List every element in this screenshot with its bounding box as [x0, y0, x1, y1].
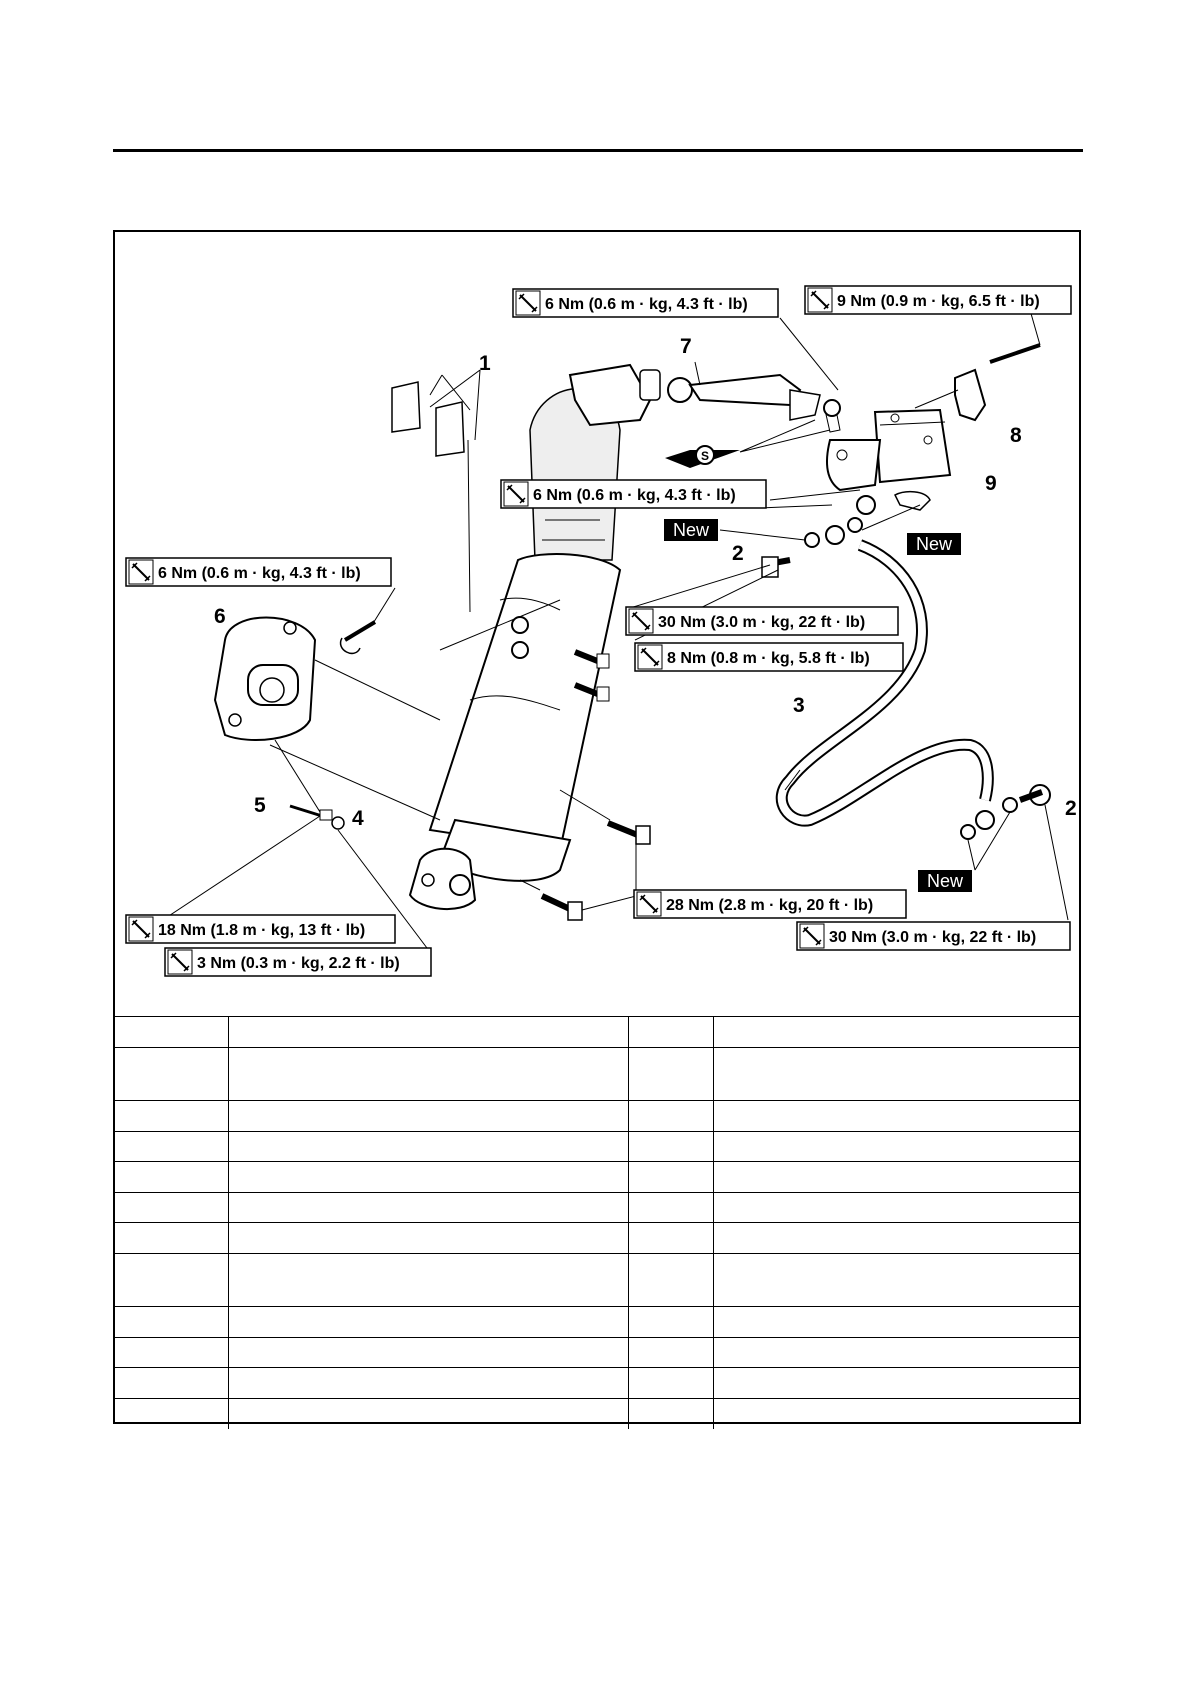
torque-callout-union-lower [797, 922, 1070, 950]
part-label-2-upper: 2 [732, 542, 744, 565]
fork-leg [410, 389, 620, 909]
table-cell [628, 1368, 713, 1399]
table-cell [228, 1017, 628, 1048]
table-cell [113, 1048, 228, 1101]
table-cell [628, 1162, 713, 1193]
table-row [113, 1162, 1081, 1193]
table-cell [228, 1132, 628, 1162]
part-label-8: 8 [1010, 424, 1022, 447]
table-cell [628, 1338, 713, 1368]
torque-callout-lever [513, 289, 778, 317]
table-cell [628, 1132, 713, 1162]
bleed-screw [341, 588, 395, 653]
table-cell [228, 1368, 628, 1399]
master-cylinder [824, 400, 950, 510]
grease-callout [665, 420, 830, 468]
table-cell [713, 1338, 1081, 1368]
table-row [113, 1254, 1081, 1307]
table-cell [228, 1101, 628, 1132]
table-cell [228, 1223, 628, 1254]
svg-text:6 Nm (0.6 m · kg, 4.3 ft · lb): 6 Nm (0.6 m · kg, 4.3 ft · lb) [533, 487, 736, 504]
table-row [113, 1193, 1081, 1223]
svg-text:8 Nm (0.8 m · kg, 5.8 ft · lb): 8 Nm (0.8 m · kg, 5.8 ft · lb) [667, 650, 870, 667]
table-cell [228, 1162, 628, 1193]
table-row [113, 1399, 1081, 1429]
table-row [113, 1017, 1081, 1048]
table-cell [228, 1254, 628, 1307]
table-cell [113, 1017, 228, 1048]
table-cell [628, 1223, 713, 1254]
table-cell [713, 1048, 1081, 1101]
table-cell [713, 1193, 1081, 1223]
table-cell [228, 1307, 628, 1338]
table-cell [113, 1101, 228, 1132]
part-label-4: 4 [352, 807, 364, 830]
table-row [113, 1048, 1081, 1101]
table-cell [713, 1254, 1081, 1307]
lower-union [961, 785, 1068, 920]
brake-lever [570, 362, 820, 425]
table-cell [628, 1048, 713, 1101]
svg-text:New: New [672, 520, 710, 540]
part-label-3: 3 [793, 694, 805, 717]
svg-text:28 Nm (2.8 m · kg, 20 ft · lb): 28 Nm (2.8 m · kg, 20 ft · lb) [666, 897, 874, 914]
grease-symbol: S [700, 449, 710, 463]
table-cell [713, 1017, 1081, 1048]
table-row [113, 1132, 1081, 1162]
svg-text:New: New [915, 534, 953, 554]
table-cell [713, 1132, 1081, 1162]
part-label-2-lower: 2 [1065, 797, 1077, 820]
table-cell [713, 1399, 1081, 1429]
part-label-7: 7 [680, 335, 692, 358]
table-row [113, 1307, 1081, 1338]
new-badge-upper-left [664, 519, 718, 541]
table-cell [628, 1193, 713, 1223]
torque-callout-caliper-bleed [126, 558, 391, 586]
torque-callout-holder [805, 286, 1071, 314]
svg-text:9 Nm (0.9 m · kg, 6.5 ft · lb): 9 Nm (0.9 m · kg, 6.5 ft · lb) [837, 293, 1040, 310]
table-cell [628, 1254, 713, 1307]
svg-text:18 Nm (1.8 m · kg, 13 ft · lb): 18 Nm (1.8 m · kg, 13 ft · lb) [158, 922, 366, 939]
table-cell [713, 1101, 1081, 1132]
table-cell [713, 1368, 1081, 1399]
part-label-6: 6 [214, 605, 226, 628]
table-cell [713, 1223, 1081, 1254]
parts-table [113, 1016, 1081, 1429]
brake-hose [782, 545, 988, 821]
part-label-1: 1 [479, 352, 491, 375]
svg-text:6 Nm (0.6 m · kg, 4.3 ft · lb): 6 Nm (0.6 m · kg, 4.3 ft · lb) [158, 565, 361, 582]
table-cell [628, 1101, 713, 1132]
torque-callout-master-union [501, 480, 766, 508]
table-cell [228, 1193, 628, 1223]
table-row [113, 1338, 1081, 1368]
torque-callout-union-upper [626, 607, 898, 635]
part-label-9: 9 [985, 472, 997, 495]
torque-callout-guide [635, 643, 903, 671]
table-row [113, 1368, 1081, 1399]
table-cell [228, 1399, 628, 1429]
table-cell [228, 1048, 628, 1101]
new-badge-upper-right [907, 533, 961, 555]
torque-callout-pad-pin-plug [165, 948, 431, 976]
table-cell [113, 1132, 228, 1162]
table-cell [113, 1254, 228, 1307]
new-badge-lower [918, 870, 972, 892]
table-cell [713, 1162, 1081, 1193]
torque-callout-caliper-bolt [634, 890, 906, 918]
table-cell [113, 1307, 228, 1338]
svg-text:6 Nm (0.6 m · kg, 4.3 ft · lb): 6 Nm (0.6 m · kg, 4.3 ft · lb) [545, 296, 748, 313]
table-cell [628, 1399, 713, 1429]
table-cell [113, 1162, 228, 1193]
table-cell [113, 1223, 228, 1254]
part-label-5: 5 [254, 794, 266, 817]
table-cell [228, 1338, 628, 1368]
table-row [113, 1101, 1081, 1132]
svg-text:30 Nm (3.0 m · kg, 22 ft · lb): 30 Nm (3.0 m · kg, 22 ft · lb) [658, 614, 866, 631]
table-cell [113, 1368, 228, 1399]
torque-callout-pad-pin [126, 915, 395, 943]
brake-caliper [215, 618, 440, 821]
svg-text:3 Nm (0.3 m · kg, 2.2 ft · lb): 3 Nm (0.3 m · kg, 2.2 ft · lb) [197, 955, 400, 972]
table-cell [113, 1338, 228, 1368]
table-cell [713, 1307, 1081, 1338]
table-cell [628, 1017, 713, 1048]
table-row [113, 1223, 1081, 1254]
svg-text:New: New [926, 871, 964, 891]
table-cell [628, 1307, 713, 1338]
table-cell [113, 1399, 228, 1429]
table-cell [113, 1193, 228, 1223]
master-cylinder-holder [915, 310, 1040, 420]
svg-text:30 Nm (3.0 m · kg, 22 ft · lb): 30 Nm (3.0 m · kg, 22 ft · lb) [829, 929, 1037, 946]
